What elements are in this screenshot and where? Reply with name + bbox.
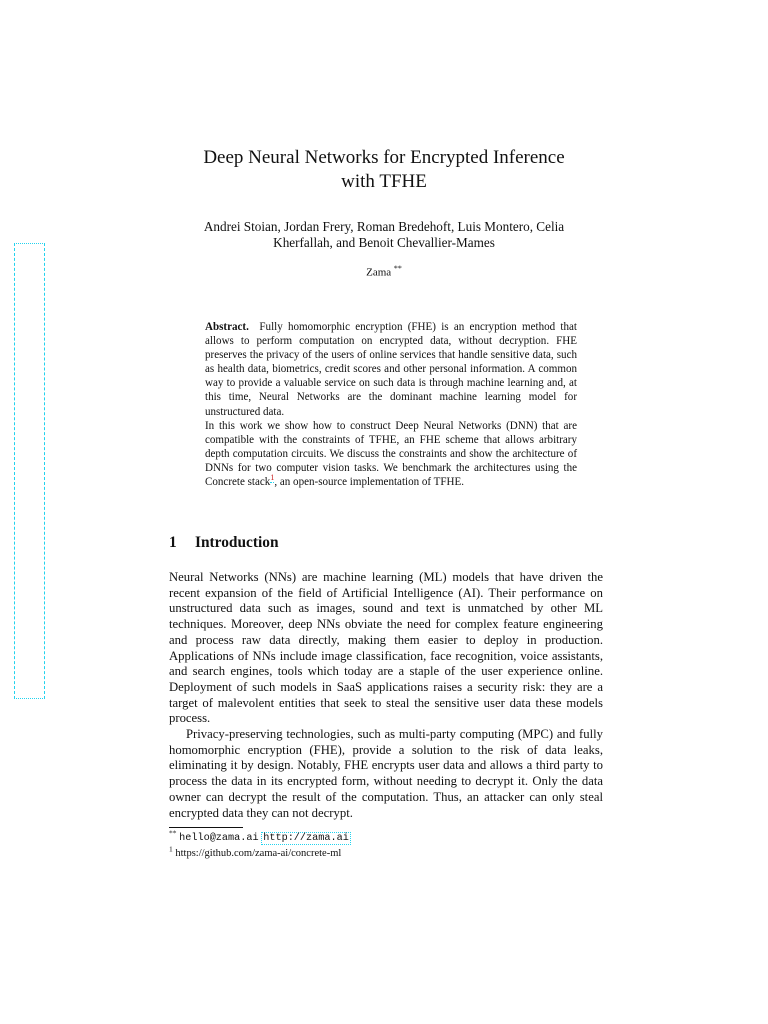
footnote-email[interactable]: hello@zama.ai (179, 833, 259, 844)
abstract-paragraph-2 (205, 419, 577, 489)
footnote-2-url[interactable]: https://github.com/zama-ai/concrete-ml (175, 848, 342, 859)
abstract-paragraph-1 (205, 320, 577, 419)
footnote-2-mark: 1 (169, 844, 173, 854)
body-paragraph-1: Neural Networks (NNs) are machine learning (ML) models that have driven the recent expansion of the field of Artificial Intelligence (AI). Their performance on unstructured data such as images, sound and text is unmatched by other ML techniques. Moreover, deep NNs obviate the need for complex feature engineering and process raw data directly, making them easier to deploy in production. Applications of NNs include image classification, face recognition, voice assistants, and search engines, tools which today are a staple of the user experience online. Deployment of such models in SaaS applications raises a security risk: they are a target of malevolent entities that seek to steal the sensitive user data these models process. (169, 570, 603, 726)
abstract (205, 320, 577, 489)
section-heading (169, 533, 279, 553)
abstract-text-1: Fully homomorphic encryption (FHE) is an encryption method that allows to perform computation on encrypted data, without decryption. FHE preserves the privacy of the users of online services that handle sensitive data, such as health data, biometrics, credit scores and other personal information. A common way to provide a valuable service on such data is through machine learning and, at this time, Neural Networks are the dominant machine learning model for unstructured data. (205, 321, 577, 418)
abstract-label: Abstract. (205, 321, 249, 333)
affiliation-footnote-mark[interactable]: ** (393, 264, 402, 273)
abstract-text-2a: In this work we show how to construct Deep Neural Networks (DNN) that are compatible with the constraints of TFHE, an FHE scheme that allows arbitrary depth computation circuits. We discuss the constraints and show the architecture of DNNs for two computer vision tasks. We benchmark the architectures using the Concrete stack (205, 419, 577, 489)
footnote-2 (169, 846, 609, 861)
footnotes (169, 830, 609, 861)
author-list (170, 219, 598, 251)
title-line-2: with TFHE (341, 171, 427, 192)
authors-line-1: Andrei Stoian, Jordan Frery, Roman Bredehoft, Luis Montero, Celia (203, 219, 565, 234)
footnote-1-mark: ** (169, 828, 177, 838)
authors-line-2: Kherfallah, and Benoit Chevallier-Mames (273, 235, 495, 250)
link-highlight-box (14, 243, 45, 699)
title-line-1: Deep Neural Networks for Encrypted Inference (203, 147, 565, 168)
section-title: Introduction (195, 534, 279, 551)
footnote-rule (169, 827, 243, 828)
footnote-1 (169, 830, 609, 846)
footnote-ref-1[interactable]: 1 (270, 473, 275, 483)
footnote-url-link[interactable]: http://zama.ai (263, 833, 349, 844)
paper-title (130, 146, 638, 194)
affiliation-name: Zama (366, 266, 392, 279)
body-paragraph-2: Privacy-preserving technologies, such as multi-party computing (MPC) and fully homomorphic encryption (FHE), provide a solution to the risk of data leaks, eliminating it by design. Notably, FHE encrypts user data and allows a third party to process the data in its encrypted form, without needing to decrypt it. Only the data owner can decrypt the result of the computation. Thus, an attacker can only steal encrypted data they can not decrypt. (169, 727, 603, 820)
abstract-text-2b: , an open-source implementation of TFHE. (274, 476, 465, 489)
affiliation (170, 262, 598, 280)
section-number: 1 (169, 534, 177, 551)
body-text (169, 570, 603, 821)
